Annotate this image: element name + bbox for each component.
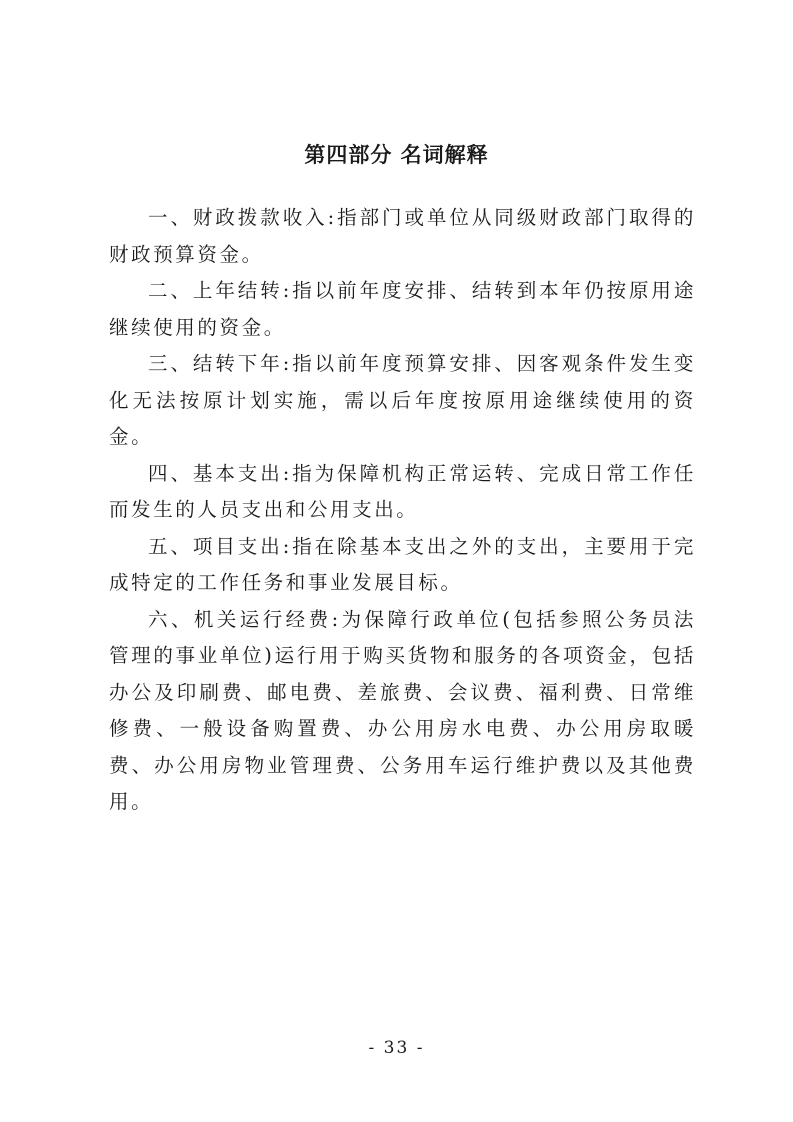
section-title: 第四部分 名词解释 [304, 143, 489, 167]
page-number: - 33 - [368, 1038, 425, 1058]
definition-paragraph [109, 273, 696, 346]
definition-paragraph [109, 602, 696, 821]
definition-paragraph [109, 456, 696, 529]
term-definition: 为保障行政单位(包括参照公务员法管理的事业单位)运行用于购买货物和服务的各项资金，包括办公及印刷费、邮电费、差旅费、会议费、福利费、日常维修费、一般设备购置费、办公用房水电费、办公用房取暖费、办公用房物业管理费、公务用车运行维护费以及其他费用。 [109, 607, 696, 813]
term-label: 一、财政拨款收入: [148, 206, 337, 229]
term-label: 三、结转下年: [148, 352, 292, 375]
definition-paragraph [109, 529, 696, 602]
term-definition: 指以前年度预算安排、因客观条件发生变化无法按原计划实施，需以后年度按原用途继续使用的资金。 [109, 352, 696, 448]
term-label: 二、上年结转: [148, 279, 292, 302]
term-definition: 指以前年度安排、结转到本年仍按原用途继续使用的资金。 [109, 279, 696, 339]
term-label: 四、基本支出: [148, 461, 292, 485]
term-label: 五、项目支出: [148, 534, 292, 558]
definitions-body [109, 200, 696, 821]
term-definition: 指部门或单位从同级财政部门取得的财政预算资金。 [109, 206, 696, 266]
definition-paragraph [109, 346, 696, 456]
term-definition: 指在除基本支出之外的支出，主要用于完成特定的工作任务和事业发展目标。 [109, 534, 696, 594]
term-definition: 指为保障机构正常运转、完成日常工作任而发生的人员支出和公用支出。 [109, 461, 696, 521]
term-label: 六、机关运行经费: [148, 607, 341, 631]
definition-paragraph [109, 200, 696, 273]
